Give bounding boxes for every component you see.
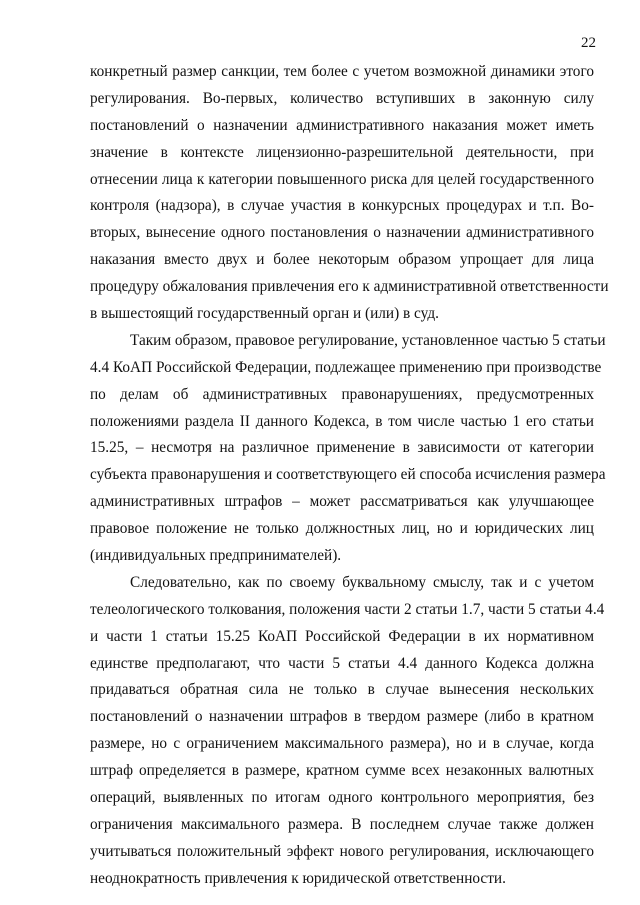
text-line: регулирования. Во-первых, количество вступивших в законную силу — [90, 89, 594, 107]
text-line: по делам об административных правонарушениях, предусмотренных — [90, 385, 594, 403]
text-line: учитываться положительный эффект нового регулирования, исключающего — [90, 842, 594, 860]
text-line: 4.4 КоАП Российской Федерации, подлежащее применению при производстве — [90, 358, 602, 376]
page-number: 22 — [581, 35, 596, 51]
text-line: отнесении лица к категории повышенного риска для целей государственного — [90, 170, 594, 188]
paragraph — [90, 328, 606, 570]
text-line: придаваться обратная сила не только в случае вынесения нескольких — [90, 681, 594, 699]
text-line: Таким образом, правовое регулирование, установленное частью 5 статьи — [130, 331, 606, 349]
text-line: процедуру обжалования привлечения его к административной ответственности — [90, 278, 609, 296]
text-line: положениями раздела II данного Кодекса, в том числе частью 1 его статьи — [90, 412, 594, 430]
text-line: телеологического толкования, положения части 2 статьи 1.7, части 5 статьи 4.4 — [90, 600, 605, 618]
text-line: конкретный размер санкции, тем более с учетом возможной динамики этого — [90, 63, 594, 80]
text-line: наказания вместо двух и более некоторым образом упрощает для лица — [90, 251, 594, 269]
text-line: субъекта правонарушения и соответствующего ей способа исчисления размера — [90, 466, 606, 484]
paragraph — [90, 59, 609, 328]
text-line: операций, выявленных по итогам одного контрольного мероприятия, без — [90, 789, 594, 807]
text-line: правовое положение не только должностных лиц, но и юридических лиц — [90, 520, 594, 538]
text-line: штраф определяется в размере, кратном сумме всех незаконных валютных — [90, 762, 594, 780]
text-line: Следовательно, как по своему буквальному смыслу, так и с учетом — [130, 573, 594, 591]
text-line: в вышестоящий государственный орган и (или) в суд. — [90, 305, 439, 323]
text-line: неоднократность привлечения к юридической ответственности. — [90, 869, 506, 887]
text-line: (индивидуальных предпринимателей). — [90, 547, 342, 565]
text-line: постановлений о назначении штрафов в твердом размере (либо в кратном — [90, 708, 594, 726]
text-line: значение в контексте лицензионно-разрешительной деятельности, при — [90, 143, 594, 161]
text-line: и части 1 статьи 15.25 КоАП Российской Федерации в их нормативном — [90, 627, 594, 645]
text-line: вторых, вынесение одного постановления о назначении административного — [90, 224, 594, 242]
text-line: размере, но с ограничением максимального размера), но и в случае, когда — [90, 735, 594, 753]
text-line: 15.25, – несмотря на различное применение в зависимости от категории — [90, 439, 594, 457]
text-line: административных штрафов – может рассматриваться как улучшающее — [90, 493, 594, 511]
text-line: единстве предполагают, что части 5 статьи 4.4 данного Кодекса должна — [90, 654, 594, 672]
text-line: контроля (надзора), в случае участия в конкурсных процедурах и т.п. Во- — [90, 197, 594, 215]
text-line: постановлений о назначении административного наказания может иметь — [90, 116, 594, 134]
text-line: ограничения максимального размера. В последнем случае также должен — [90, 815, 594, 833]
paragraph — [90, 570, 605, 893]
document-body — [90, 59, 609, 893]
